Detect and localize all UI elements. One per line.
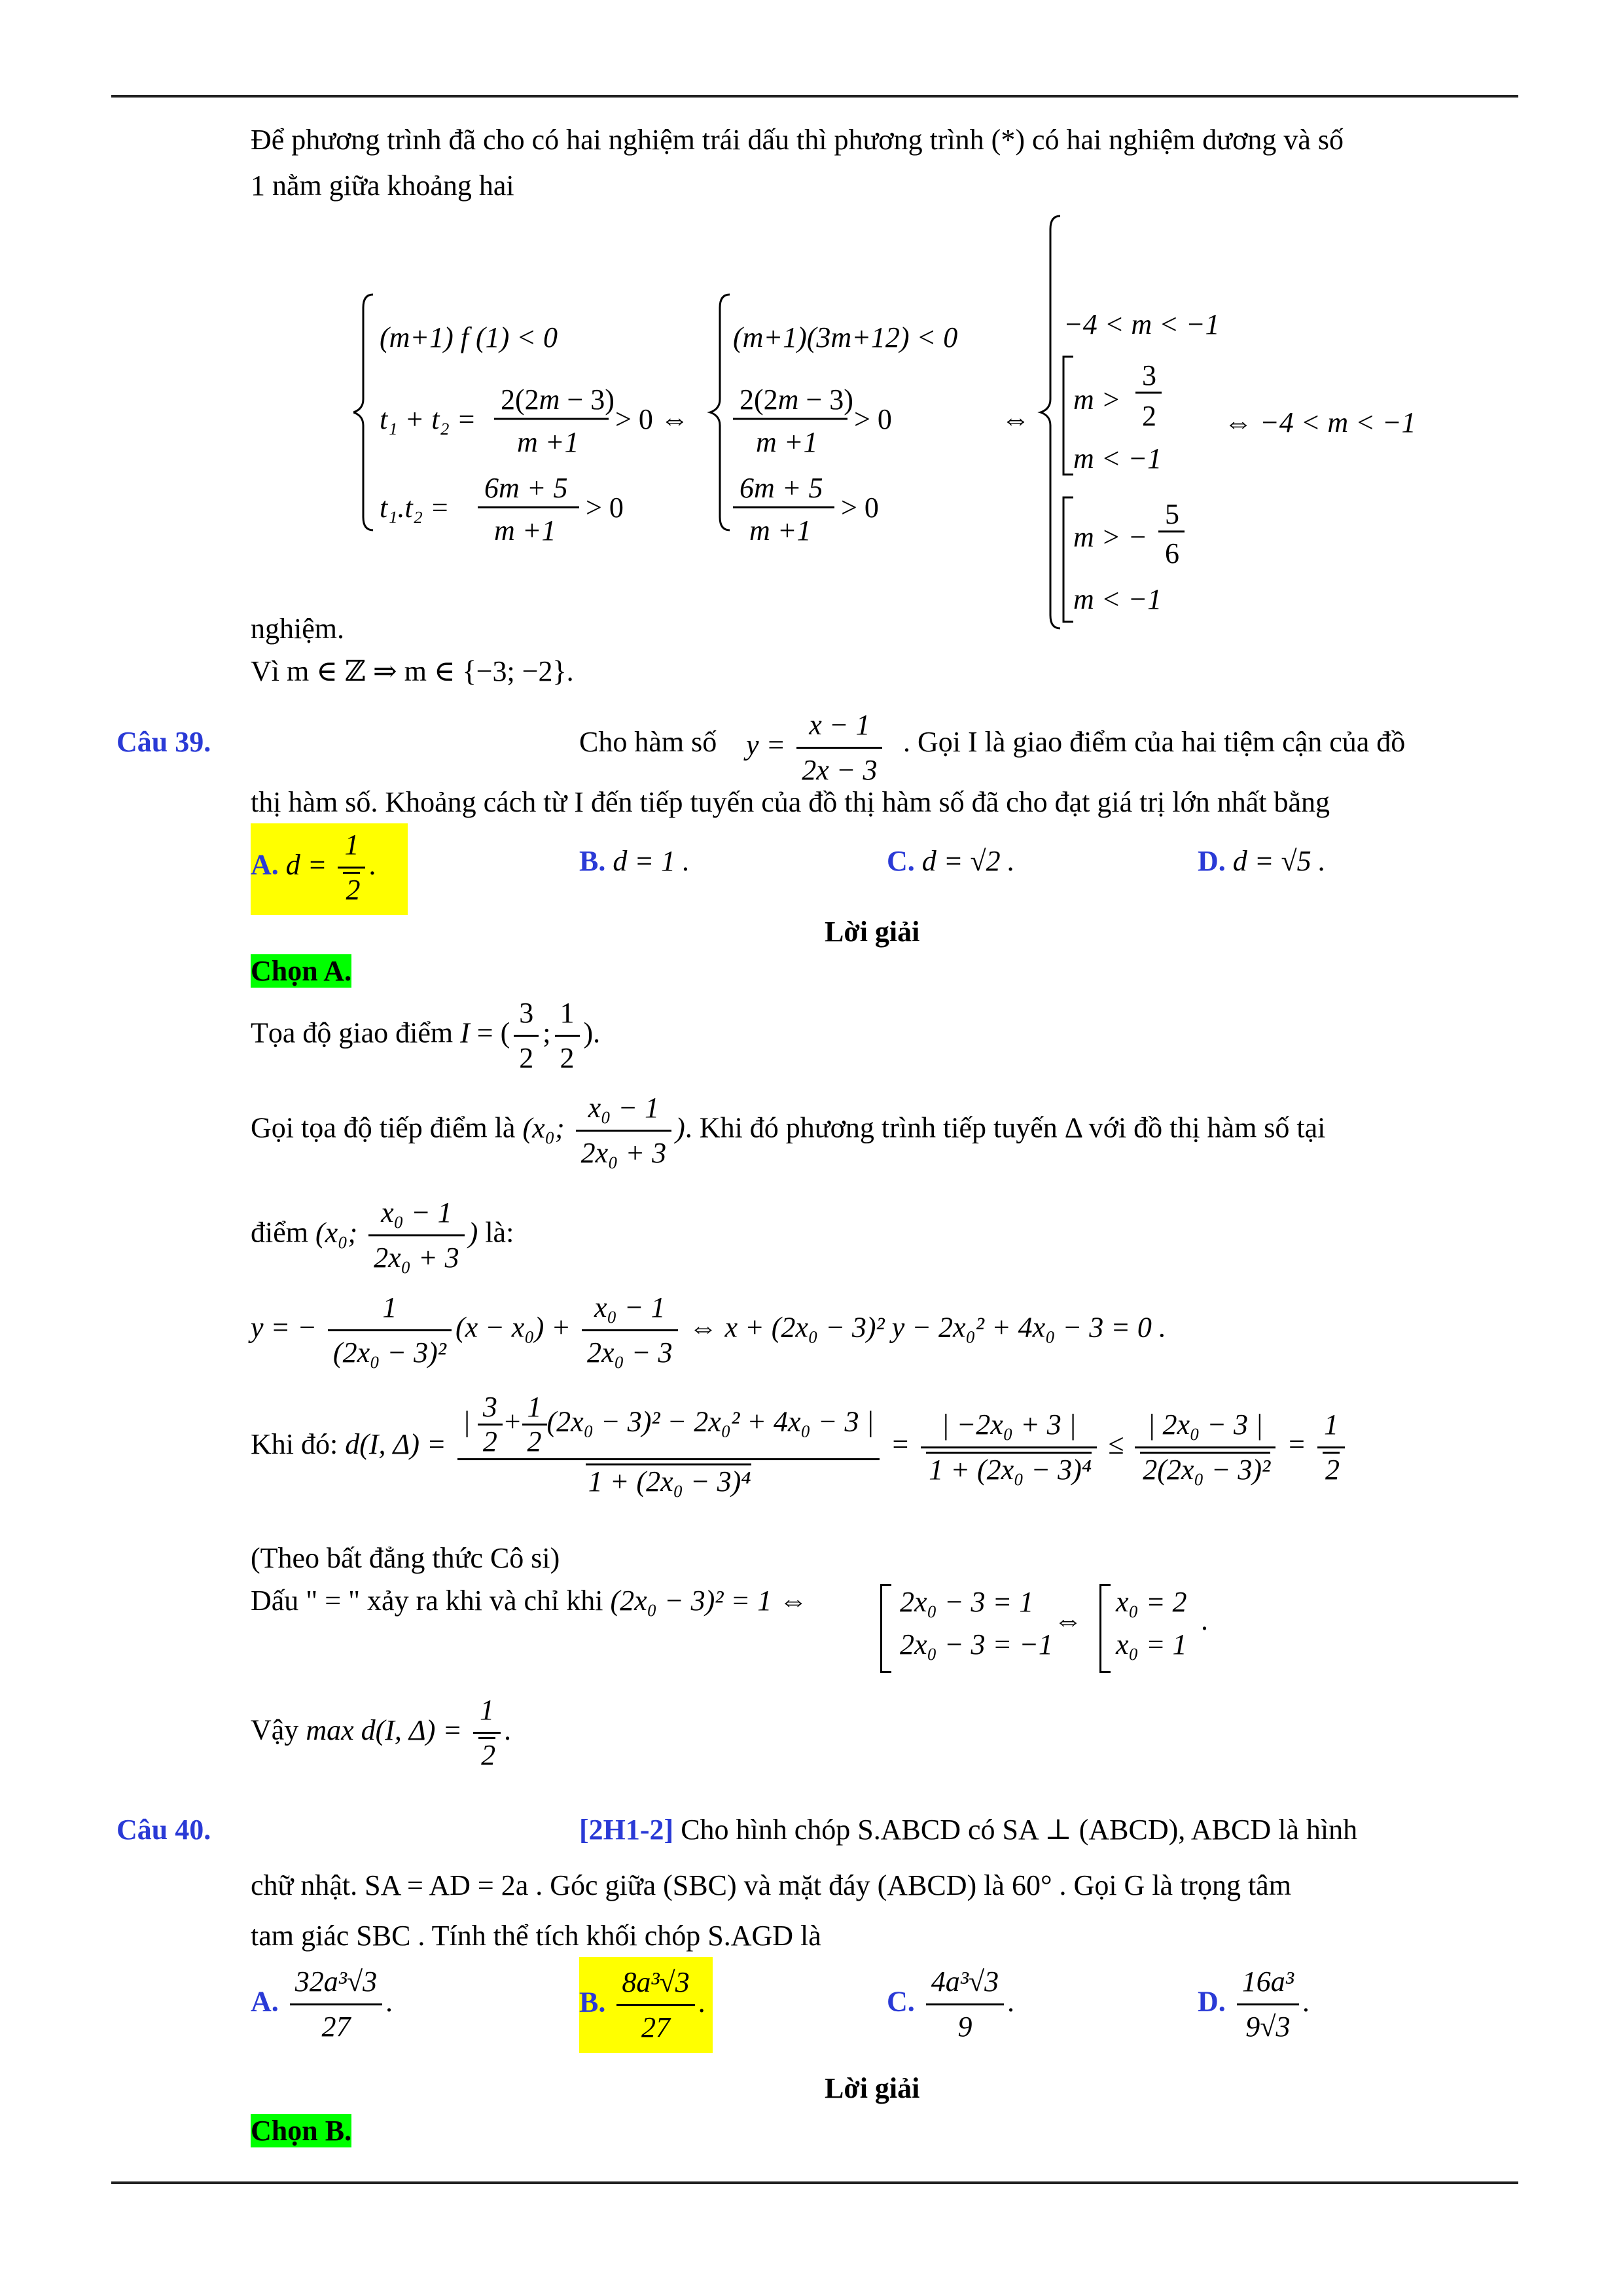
q39-conclusion: Vậy max d(I, Δ) = $\frac{1}{2}$ . <box>251 1689 512 1777</box>
q39-step-7: Dấu " = " xảy ra khi và chỉ khi (2x₀ − 3)² = 1 ⇔ <box>251 1585 808 1617</box>
svg-text:3: 3 <box>1142 359 1156 391</box>
svg-text:> 0: > 0 <box>854 403 892 435</box>
q39-option-c <box>887 844 1015 878</box>
q39-label: Câu 39. <box>116 726 211 758</box>
svg-text:m +1: m +1 <box>517 426 579 458</box>
q39-step-8a: Vậy <box>251 1713 299 1746</box>
q39-equiv: ⇔ <box>1054 1604 1082 1636</box>
svg-text:2(2m − 3): 2(2m − 3) <box>740 384 853 416</box>
svg-text:6: 6 <box>1165 537 1179 569</box>
q39-stem-1: Cho hàm số <box>579 726 717 758</box>
svg-text:m +1: m +1 <box>494 514 556 547</box>
q40-choose: Chọn B. <box>251 2115 352 2147</box>
intro-line-2: 1 nằm giữa khoảng hai <box>251 170 514 202</box>
q40-option-c-label: C. <box>887 1985 915 2018</box>
system-3 <box>1001 216 1220 628</box>
q39-step-5a: Khi đó: <box>251 1428 338 1461</box>
system-1 <box>353 295 689 547</box>
svg-text:m < −1: m < −1 <box>1073 442 1162 475</box>
q39-bracket-1 <box>880 1584 891 1673</box>
svg-text:t₁.t₂ =: t₁.t₂ = <box>380 492 450 524</box>
q39-step-6: (Theo bất đẳng thức Cô si) <box>251 1542 560 1574</box>
svg-text:t₁ + t₂ =: t₁ + t₂ = <box>380 403 476 435</box>
q39-step-2a: Gọi tọa độ tiếp điểm là <box>251 1111 516 1144</box>
q40-stem-3: tam giác SBC . Tính thể tích khối chóp S.AGD là <box>251 1920 821 1952</box>
q39-stem-2: . Gọi I là giao điểm của hai tiệm cận của đồ <box>903 726 1406 758</box>
q39-step-3b: là: <box>485 1216 514 1249</box>
q39-option-b-value: d = 1 . <box>613 845 690 877</box>
q40-option-a: A. $\frac{\text{32a³√3}}{27}$ . <box>251 1960 393 2049</box>
q39-distance: Khi đó: d(I, Δ) = | $\frac{3}{2}$ + $\frac{1}{2}$ (2x₀ − 3)² − 2x₀² + 4x₀ − 3 | 1 + (2x₀ − 3)⁴ = $\frac{\text{| −2x₀ + 3 |}}{\text{1 + (2x₀ − 3)⁴}}$ ≤ $\frac{\text{| 2x₀ − 3 |}}{\text{2(2x₀ − 3)²}}$ = $\frac{1}{2}$ <box>251 1391 1349 1503</box>
q39-bracket-2 <box>1099 1584 1111 1673</box>
q39-tangent-equation: y = − $\frac{1}{\text{(2x₀ − 3)²}}$ (x − x₀) + $\frac{\text{x₀ − 1}}{\text{2x₀ − 3}}$ ⇔ x + (2x₀ − 3)² y − 2x₀² + 4x₀ − 3 = 0 . <box>251 1286 1166 1374</box>
svg-text:⇔: ⇔ <box>1001 403 1030 435</box>
intro-line-3: nghiệm. <box>251 613 344 645</box>
svg-text:2: 2 <box>1142 400 1156 432</box>
q39-option-d-label: D. <box>1198 845 1226 877</box>
intro-line-1: Để phương trình đã cho có hai nghiệm trái dấu thì phương trình (*) có hai nghiệm dương và số <box>251 124 1344 156</box>
q40-option-d: D. $\frac{\text{16a³}}{9√3}$ . <box>1198 1960 1310 2049</box>
svg-text:(m+1) f (1) < 0: (m+1) f (1) < 0 <box>380 321 558 353</box>
svg-text:m +1: m +1 <box>749 514 812 547</box>
q39-step-1: Tọa độ giao điểm I = ( $\frac{3}{2}$ ; $\frac{1}{2}$ ). <box>251 992 600 1080</box>
q39-case-1: 2x₀ − 3 = 1 2x₀ − 3 = −1 <box>900 1586 1053 1660</box>
q39-choose: Chọn A. <box>251 955 352 987</box>
svg-text:(m+1)(3m+12) < 0: (m+1)(3m+12) < 0 <box>733 321 958 353</box>
q39-step-7a: Dấu " = " xảy ra khi và chỉ khi <box>251 1585 603 1617</box>
q40-option-b: B. $\frac{\text{8a³√3}}{27}$ . <box>579 1957 713 2053</box>
q39-step-2: Gọi tọa độ tiếp điểm là (x₀; $\frac{\text{x₀ − 1}}{\text{2x₀ + 3}}$ ). Khi đó phương trình tiếp tuyến Δ với đồ thị hàm số tại <box>251 1086 1325 1175</box>
q39-case-2: x₀ = 2 x₀ = 1 <box>1116 1586 1187 1660</box>
intro-line-4: Vì m ∈ ℤ ⇒ m ∈ {−3; −2}. <box>251 655 574 687</box>
q40-tag: [2H1-2] <box>579 1814 674 1846</box>
q39-step-3: điểm (x₀; $\frac{\text{x₀ − 1}}{\text{2x₀ + 3}}$ ) là: <box>251 1191 514 1280</box>
svg-text:m >: m > <box>1073 384 1121 416</box>
svg-text:6m + 5: 6m + 5 <box>484 472 568 504</box>
q39-step-1-text: Tọa độ giao điểm <box>251 1016 454 1049</box>
q39-option-b-label: B. <box>579 845 606 877</box>
svg-text:2(2m − 3): 2(2m − 3) <box>501 384 615 416</box>
svg-text:−4 < m < −1: −4 < m < −1 <box>1063 308 1220 340</box>
svg-text:6m + 5: 6m + 5 <box>740 472 823 504</box>
q39-option-a-label: A. <box>251 848 279 881</box>
q40-solution-title: Lời giải <box>825 2072 920 2104</box>
q40-stem-1 <box>579 1813 1357 1846</box>
bottom-rule <box>111 2181 1518 2184</box>
q39-option-d <box>1198 844 1326 878</box>
q40-stem-2: chữ nhật. SA = AD = 2a . Góc giữa (SBC) và mặt đáy (ABCD) là 60° . Gọi G là trọng tâm <box>251 1869 1291 1901</box>
svg-text:> 0 ⇔: > 0 ⇔ <box>615 403 689 435</box>
svg-text:m > −: m > − <box>1073 521 1148 553</box>
top-rule <box>111 95 1518 98</box>
svg-text:5: 5 <box>1165 498 1179 530</box>
svg-text:> 0: > 0 <box>841 492 879 524</box>
q39-function: y = $\frac{x - 1}{2x - 3}$ <box>746 704 886 792</box>
q40-option-d-label: D. <box>1198 1985 1226 2018</box>
q40-option-a-label: A. <box>251 1985 279 2018</box>
q40-stem-1-text: Cho hình chóp S.ABCD có SA ⊥ (ABCD), ABCD là hình <box>681 1814 1358 1846</box>
intro-result: ⇔ −4 < m < −1 <box>1224 406 1416 439</box>
q39-step-3a: điểm <box>251 1216 308 1249</box>
q39-step-2b: . Khi đó phương trình tiếp tuyến Δ với đồ thị hàm số tại <box>685 1111 1326 1144</box>
q39-solution-title: Lời giải <box>825 916 920 948</box>
svg-text:m < −1: m < −1 <box>1073 583 1162 615</box>
q39-option-a: A. d = $\frac{1}{2}$ . <box>251 823 408 915</box>
svg-text:> 0: > 0 <box>586 492 624 524</box>
q39-stem-3: thị hàm số. Khoảng cách từ I đến tiếp tuyến của đồ thị hàm số đã cho đạt giá trị lớn nhất bằng <box>251 786 1330 818</box>
q40-option-b-label: B. <box>579 1986 606 2018</box>
q39-option-c-value: d = √2 . <box>921 845 1015 877</box>
q39-option-c-label: C. <box>887 845 915 877</box>
q39-option-b <box>579 844 690 878</box>
q40-label: Câu 40. <box>116 1814 211 1846</box>
svg-text:m +1: m +1 <box>756 426 818 458</box>
q40-option-c: C. $\frac{\text{4a³√3}}{9}$ . <box>887 1960 1015 2049</box>
q39-option-d-value: d = √5 . <box>1232 845 1326 877</box>
q39-case-dot: . <box>1201 1604 1208 1636</box>
system-2 <box>710 295 957 547</box>
